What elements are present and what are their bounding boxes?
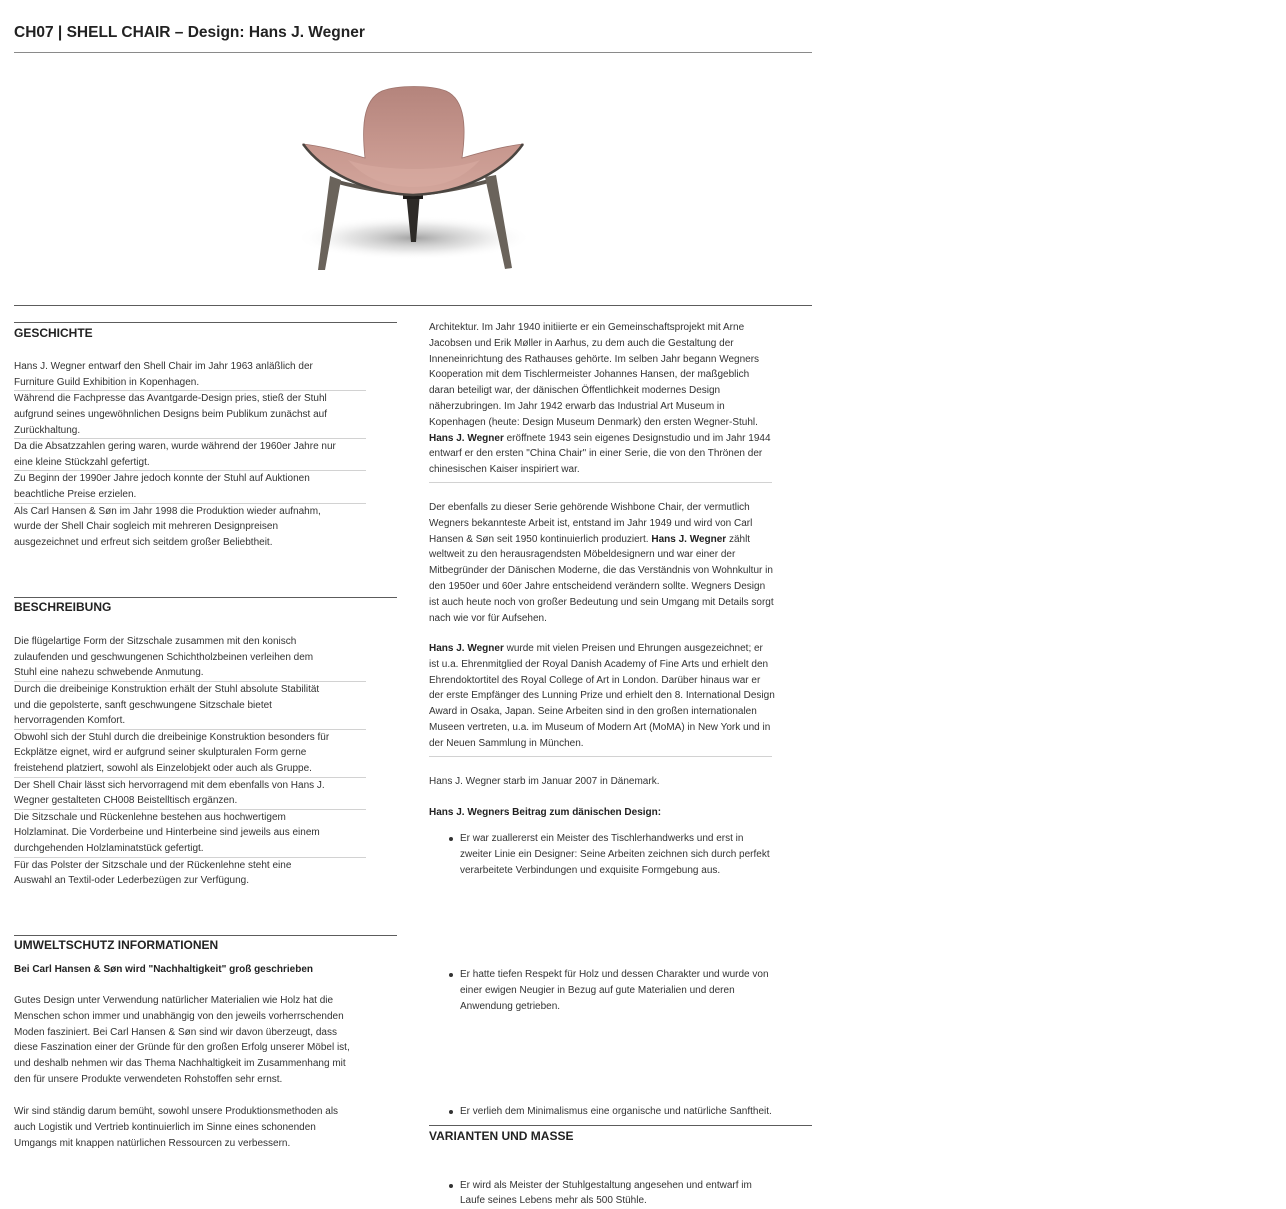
text-line: näherzubringen. Im Jahr 1942 erwarb das Industrial Art Museum in bbox=[429, 401, 725, 413]
text-line: freistehend platziert, sowohl als Einzelobjekt oder auch als Gruppe. bbox=[14, 762, 312, 774]
description-item bbox=[14, 729, 366, 777]
text-line: Der Shell Chair lässt sich hervorragend mit dem ebenfalls von Hans J. bbox=[14, 779, 325, 791]
text-line: Kooperation mit dem Tischlermeister Johannes Hansen, der maßgeblich bbox=[429, 369, 750, 381]
description-item bbox=[14, 634, 366, 681]
text-line: ist u.a. Ehrenmitglied der Royal Danish Academy of Fine Arts und erhielt den bbox=[429, 658, 769, 670]
text-line: hervorragenden Komfort. bbox=[14, 715, 126, 727]
bullet-icon bbox=[449, 1110, 453, 1114]
text-line: der erste Empfänger des Lunning Prize und erhielt den 8. International Design bbox=[429, 690, 775, 702]
text-line: Architektur. Im Jahr 1940 initiierte er ein Gemeinschaftsprojekt mit Arne bbox=[429, 322, 745, 334]
text-line: chinesischen Kaiser inspiriert war. bbox=[429, 464, 580, 476]
text-line: Ehrendoktortitel des Royal College of Art in London. Darüber hinaus war er bbox=[429, 674, 761, 686]
section-divider bbox=[14, 322, 397, 323]
history-item bbox=[14, 503, 366, 551]
text-line: Mitbegründer der Dänischen Moderne, die das Verständnis von Wohnkultur in bbox=[429, 565, 773, 577]
text-line: Kopenhagen (heute: Design Museum Denmark) den ersten Wegner-Stuhl. bbox=[429, 416, 758, 428]
text-line: Die flügelartige Form der Sitzschale zusammen mit den konisch bbox=[14, 636, 297, 648]
text-line: Gutes Design unter Verwendung natürlicher Materialien wie Holz hat die bbox=[14, 995, 334, 1007]
contribution-bullet bbox=[460, 831, 1286, 878]
text-line: Er war zuallererst ein Meister des Tischlerhandwerks und erst in bbox=[460, 833, 744, 845]
text-line: Laufe seines Lebens mehr als 500 Stühle. bbox=[460, 1195, 647, 1207]
biography-paragraph bbox=[429, 500, 774, 626]
description-list bbox=[14, 634, 366, 889]
section-divider bbox=[429, 1125, 812, 1126]
text-line: Die Sitzschale und Rückenlehne bestehen aus hochwertigem bbox=[14, 811, 286, 823]
variants-heading: VARIANTEN UND MASSE bbox=[429, 1129, 574, 1143]
description-item bbox=[14, 681, 366, 729]
text-line: Eckplätze eignet, wird er aufgrund seiner skulpturalen Form gerne bbox=[14, 747, 307, 759]
text-line: nach wie vor für Aufsehen. bbox=[429, 612, 547, 624]
header-divider bbox=[14, 52, 812, 53]
text-line: Zu Beginn der 1990er Jahre jedoch konnte der Stuhl auf Auktionen bbox=[14, 473, 310, 485]
text-line: Der ebenfalls zu dieser Serie gehörende Wishbone Chair, der vermutlich bbox=[429, 502, 750, 514]
text-line: eine kleine Stückzahl gefertigt. bbox=[14, 456, 150, 468]
text-line: Da die Absatzzahlen gering waren, wurde während der 1960er Jahre nur bbox=[14, 441, 336, 453]
environment-paragraph bbox=[14, 993, 350, 1088]
designer-name: Hans J. Wegner bbox=[651, 533, 727, 545]
biography-paragraph bbox=[429, 641, 775, 752]
text-line: Durch die dreibeinige Konstruktion erhält der Stuhl absolute Stabilität bbox=[14, 683, 320, 695]
biography-paragraph bbox=[429, 320, 771, 478]
history-item bbox=[14, 359, 366, 390]
contribution-heading: Hans J. Wegners Beitrag zum dänischen Design: bbox=[429, 807, 662, 819]
history-item bbox=[14, 438, 366, 470]
text-line: entwarf er den ersten "China Chair" in einer Serie, die von den Thrönen der bbox=[429, 448, 763, 460]
text-line: Er verlieh dem Minimalismus eine organische und natürliche Sanftheit. bbox=[460, 1105, 772, 1117]
text-line: Wir sind ständig darum bemüht, sowohl unsere Produktionsmethoden als bbox=[14, 1106, 339, 1118]
contribution-bullet bbox=[460, 967, 1286, 1014]
text-run: eröffnete 1943 sein eigenes Designstudio und im Jahr 1944 bbox=[503, 432, 771, 444]
designer-name: Hans J. Wegner bbox=[429, 643, 504, 655]
designer-name: Hans J. Wegner bbox=[429, 432, 504, 444]
text-line: Umgangs mit knappen natürlichen Ressourcen zu verbessern. bbox=[14, 1137, 291, 1149]
text-line: zweiter Linie ein Designer: Seine Arbeiten zeichnen sich durch perfekt bbox=[460, 848, 770, 860]
chair-image bbox=[290, 80, 540, 280]
text-line bbox=[429, 431, 771, 447]
text-line: Auswahl an Textil-oder Lederbezügen zur Verfügung. bbox=[14, 875, 249, 887]
text-line: weltweit zu den herausragendsten Möbeldesignern und war einer der bbox=[429, 549, 736, 561]
environment-subtitle: Bei Carl Hansen & Søn wird "Nachhaltigkeit" groß geschrieben bbox=[14, 964, 313, 976]
text-line: Zurückhaltung. bbox=[14, 424, 81, 436]
bullet-icon bbox=[449, 837, 453, 841]
text-line: Wegners bekannteste Arbeit ist, entstand im Jahr 1949 und wird von Carl bbox=[429, 517, 753, 529]
text-line: Hans J. Wegner entwarf den Shell Chair im Jahr 1963 anläßlich der bbox=[14, 361, 313, 373]
contribution-bullet bbox=[460, 1104, 1286, 1120]
text-line: diese Faszination einer der Gründe für den großen Erfolg unserer Möbel ist, bbox=[14, 1042, 350, 1054]
text-line: Obwohl sich der Stuhl durch die dreibeinige Konstruktion besonders für bbox=[14, 731, 330, 743]
text-line: Stuhl eine nahezu schwebende Anmutung. bbox=[14, 667, 204, 679]
text-line: Inneneinrichtung des Rathauses gehörte. Im selben Jahr begann Wegners bbox=[429, 353, 760, 365]
description-item bbox=[14, 777, 366, 809]
text-line: den für unsere Produkte verwendeten Rohstoffen sehr ernst. bbox=[14, 1074, 283, 1086]
text-line: den 1950er und 60er Jahre entscheidend verändern sollte. Wegners Design bbox=[429, 581, 766, 593]
text-run: wurde mit vielen Preisen und Ehrungen ausgezeichnet; er bbox=[503, 643, 763, 655]
bullet-icon bbox=[449, 1184, 453, 1188]
text-line: durchgehenden Holzlaminatstück gefertigt. bbox=[14, 842, 204, 854]
text-line: ist auch heute noch von großer Bedeutung und sein Umgang mit Details sorgt bbox=[429, 596, 774, 608]
section-divider bbox=[14, 935, 397, 936]
text-line: aufgrund seines ungewöhnlichen Designs beim Publikum zunächst auf bbox=[14, 408, 327, 420]
history-item bbox=[14, 390, 366, 438]
history-heading: GESCHICHTE bbox=[14, 326, 93, 340]
death-note: Hans J. Wegner starb im Januar 2007 in Dänemark. bbox=[429, 776, 660, 788]
history-list bbox=[14, 359, 366, 550]
text-line: Er wird als Meister der Stuhlgestaltung angesehen und entwarf im bbox=[460, 1179, 752, 1191]
text-line: wurde der Shell Chair sogleich mit mehreren Designpreisen bbox=[14, 521, 279, 533]
bullet-icon bbox=[449, 973, 453, 977]
contribution-bullet bbox=[460, 1178, 1286, 1209]
text-line: Für das Polster der Sitzschale und der Rückenlehne steht eine bbox=[14, 859, 292, 871]
page-title: CH07 | SHELL CHAIR – Design: Hans J. Wegner bbox=[14, 24, 365, 41]
description-heading: BESCHREIBUNG bbox=[14, 600, 112, 614]
text-line: Als Carl Hansen & Søn im Jahr 1998 die Produktion wieder aufnahm, bbox=[14, 505, 321, 517]
image-divider bbox=[14, 305, 812, 306]
description-item bbox=[14, 857, 366, 889]
text-line: Anwendung getrieben. bbox=[460, 1001, 561, 1013]
text-line: Furniture Guild Exhibition in Kopenhagen. bbox=[14, 376, 200, 388]
text-line: auch Logistik und Vertrieb kontinuierlich im Sinne eines schonenden bbox=[14, 1121, 316, 1133]
text-line: Museen vertreten, u.a. im Museum of Modern Art (MoMA) in New York und in bbox=[429, 722, 771, 734]
text-line: ausgezeichnet und erfreut sich seitdem großer Beliebtheit. bbox=[14, 536, 273, 548]
paragraph-divider bbox=[429, 756, 772, 757]
text-run: Hansen & Søn seit 1950 kontinuierlich produziert. bbox=[429, 533, 652, 545]
text-line: einer ewigen Neugier in Bezug auf gute Materialien und deren bbox=[460, 985, 735, 997]
description-item bbox=[14, 809, 366, 857]
environment-paragraph bbox=[14, 1104, 338, 1151]
text-line: zulaufenden und geschwungenen Schichtholzbeinen verleihen dem bbox=[14, 651, 314, 663]
text-line: Während die Fachpresse das Avantgarde-Design pries, stieß der Stuhl bbox=[14, 393, 327, 405]
text-line: und deshalb nehmen wir das Thema Nachhaltigkeit im Zusammenhang mit bbox=[14, 1058, 346, 1070]
text-line bbox=[429, 641, 775, 657]
text-line bbox=[429, 532, 774, 548]
section-divider bbox=[14, 597, 397, 598]
text-line: der Neuen Sammlung in München. bbox=[429, 737, 584, 749]
text-run: zählt bbox=[726, 533, 751, 545]
text-line: Moden fasziniert. Bei Carl Hansen & Søn sind wir davon überzeugt, dass bbox=[14, 1026, 337, 1038]
text-line: Jacobsen und Erik Møller in Aarhus, zu dem auch die Gestaltung der bbox=[429, 337, 734, 349]
text-line: beachtliche Preise erzielen. bbox=[14, 488, 137, 500]
history-item bbox=[14, 470, 366, 502]
text-line: verarbeitete Verbindungen und exquisite Formgebung aus. bbox=[460, 864, 721, 876]
text-line: Menschen schon immer und unabhängig von den jeweils vorherrschenden bbox=[14, 1010, 344, 1022]
environment-heading: UMWELTSCHUTZ INFORMATIONEN bbox=[14, 938, 219, 952]
text-line: und die gepolsterte, sanft geschwungene Sitzschale bietet bbox=[14, 699, 272, 711]
paragraph-divider bbox=[429, 482, 772, 483]
text-line: Wegner gestalteten CH008 Beistelltisch ergänzen. bbox=[14, 795, 238, 807]
text-line: Er hatte tiefen Respekt für Holz und dessen Charakter und wurde von bbox=[460, 969, 769, 981]
text-line: Holzlaminat. Die Vorderbeine und Hinterbeine sind jeweils aus einem bbox=[14, 827, 320, 839]
text-line: daran beteiligt war, der dänischen Öffentlichkeit modernes Design bbox=[429, 385, 721, 397]
text-line: Award in Osaka, Japan. Seine Arbeiten sind in den großen internationalen bbox=[429, 706, 757, 718]
